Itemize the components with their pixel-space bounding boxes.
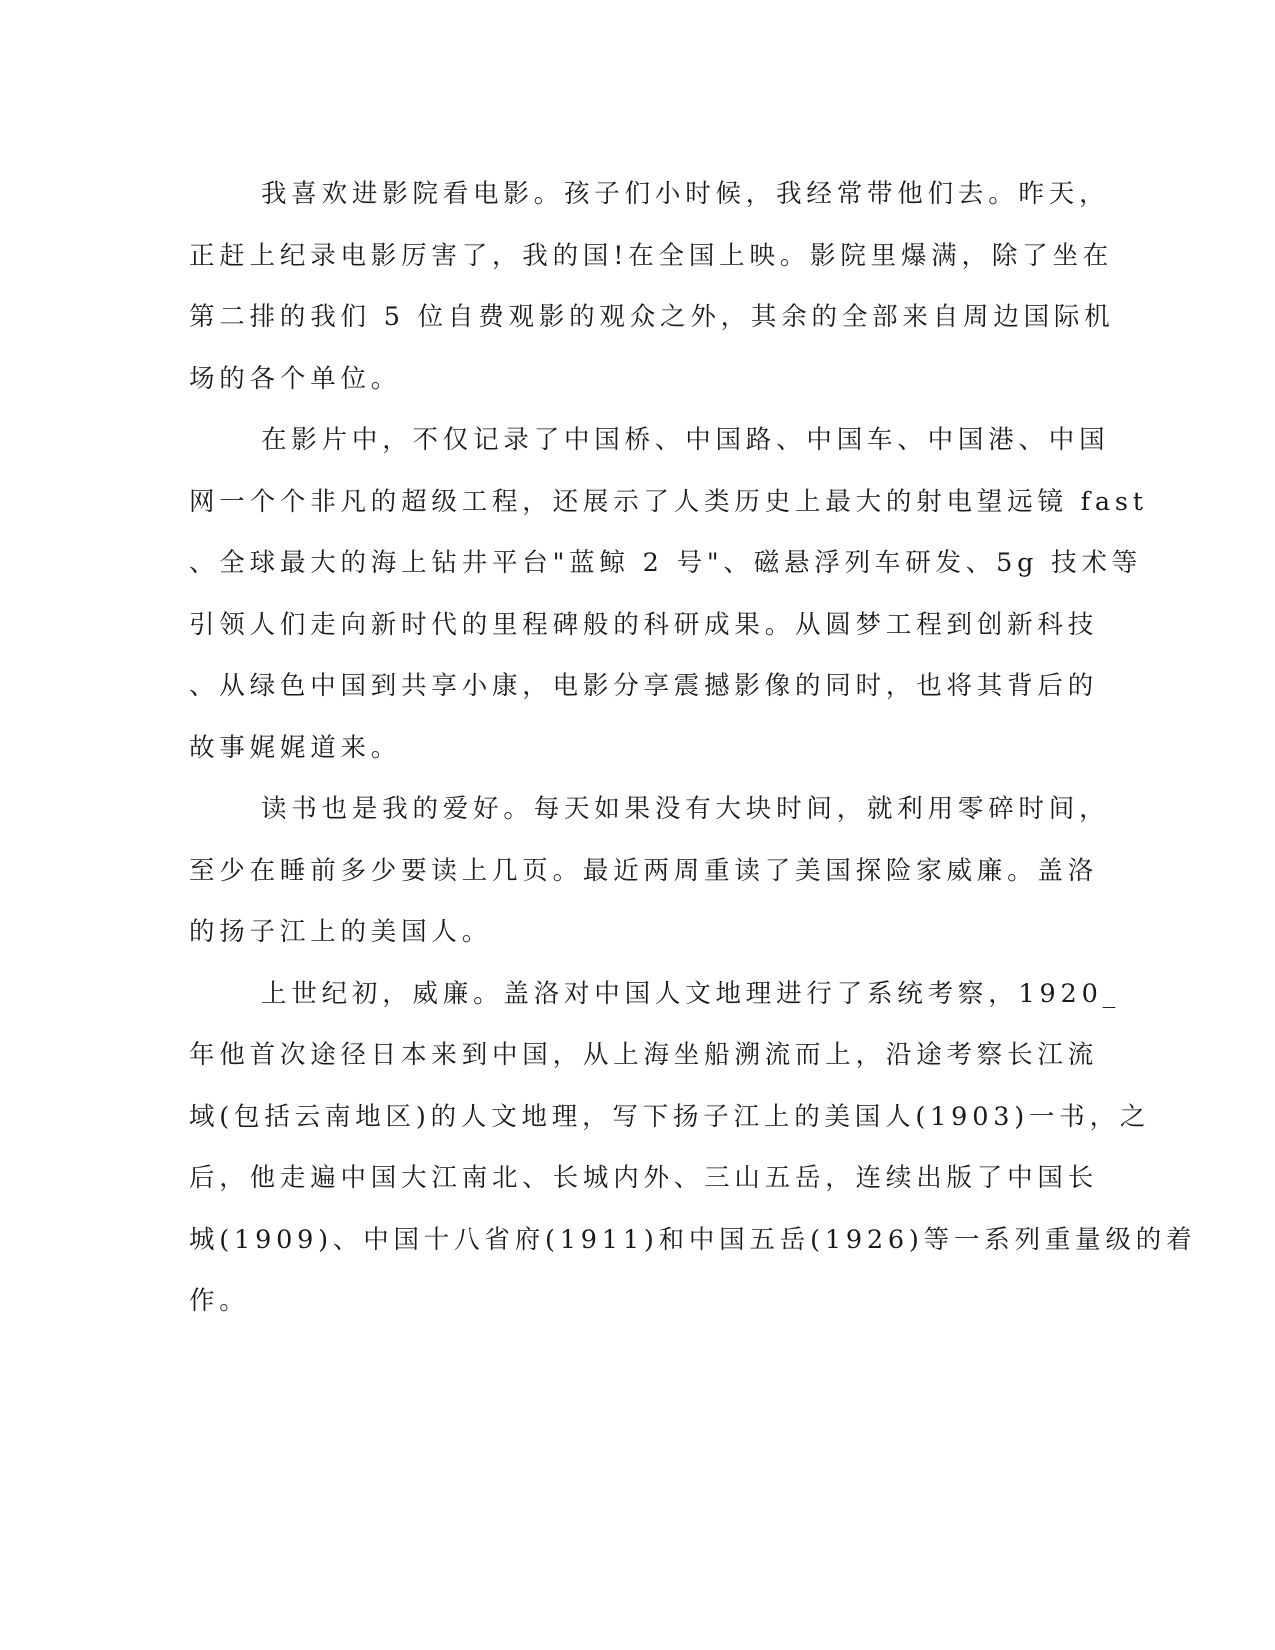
paragraph-line: 、全球最大的海上钻井平台"蓝鲸 2 号"、磁悬浮列车研发、5g 技术等 [189,548,1143,578]
paragraph-line: 引领人们走向新时代的里程碑般的科研成果。从圆梦工程到创新科技 [189,609,1099,640]
paragraph-line: 年他首次途径日本来到中国，从上海坐船溯流而上，沿途考察长江流 [189,1040,1099,1070]
paragraph-line: 、从绿色中国到共享小康，电影分享震撼影像的同时，也将其背后的 [189,671,1099,701]
paragraph-line: 后，他走遍中国大江南北、长城内外、三山五岳，连续出版了中国长 [189,1163,1099,1193]
paragraph-line: 城(1909)、中国十八省府(1911)和中国五岳(1926)等一系列重量级的着 [189,1224,1197,1255]
paragraph-line: 网一个个非凡的超级工程，还展示了人类历史上最大的射电望远镜 fast [189,486,1148,517]
paragraph-1 [189,164,1115,410]
document-body [189,164,1197,1333]
paragraph-line: 的扬子江上的美国人。 [189,917,493,947]
paragraph-line: 第二排的我们 5 位自费观影的观众之外，其余的全部来自周边国际机 [189,302,1115,332]
paragraph-line: 读书也是我的爱好。每天如果没有大块时间，就利用零碎时间， [261,794,1110,824]
paragraph-line: 至少在睡前多少要读上几页。最近两周重读了美国探险家威廉。盖洛 [189,855,1099,886]
paragraph-line: 正赶上纪录电影厉害了，我的国!在全国上映。影院里爆满，除了坐在 [189,240,1114,271]
paragraph-line: 我喜欢进影院看电影。孩子们小时候，我经常带他们去。昨天， [261,179,1110,209]
paragraph-3 [189,779,1110,964]
paragraph-4 [189,964,1197,1333]
paragraph-line: 场的各个单位。 [189,363,402,394]
paragraph-line: 域(包括云南地区)的人文地理，写下扬子江上的美国人(1903)一书，之 [189,1101,1151,1132]
paragraph-line: 故事娓娓道来。 [189,732,402,763]
paragraph-line: 作。 [189,1286,250,1316]
paragraph-line: 上世纪初，威廉。盖洛对中国人文地理进行了系统考察，1920_ [261,978,1121,1009]
paragraph-2 [189,410,1148,779]
paragraph-line: 在影片中，不仅记录了中国桥、中国路、中国车、中国港、中国 [261,425,1110,455]
